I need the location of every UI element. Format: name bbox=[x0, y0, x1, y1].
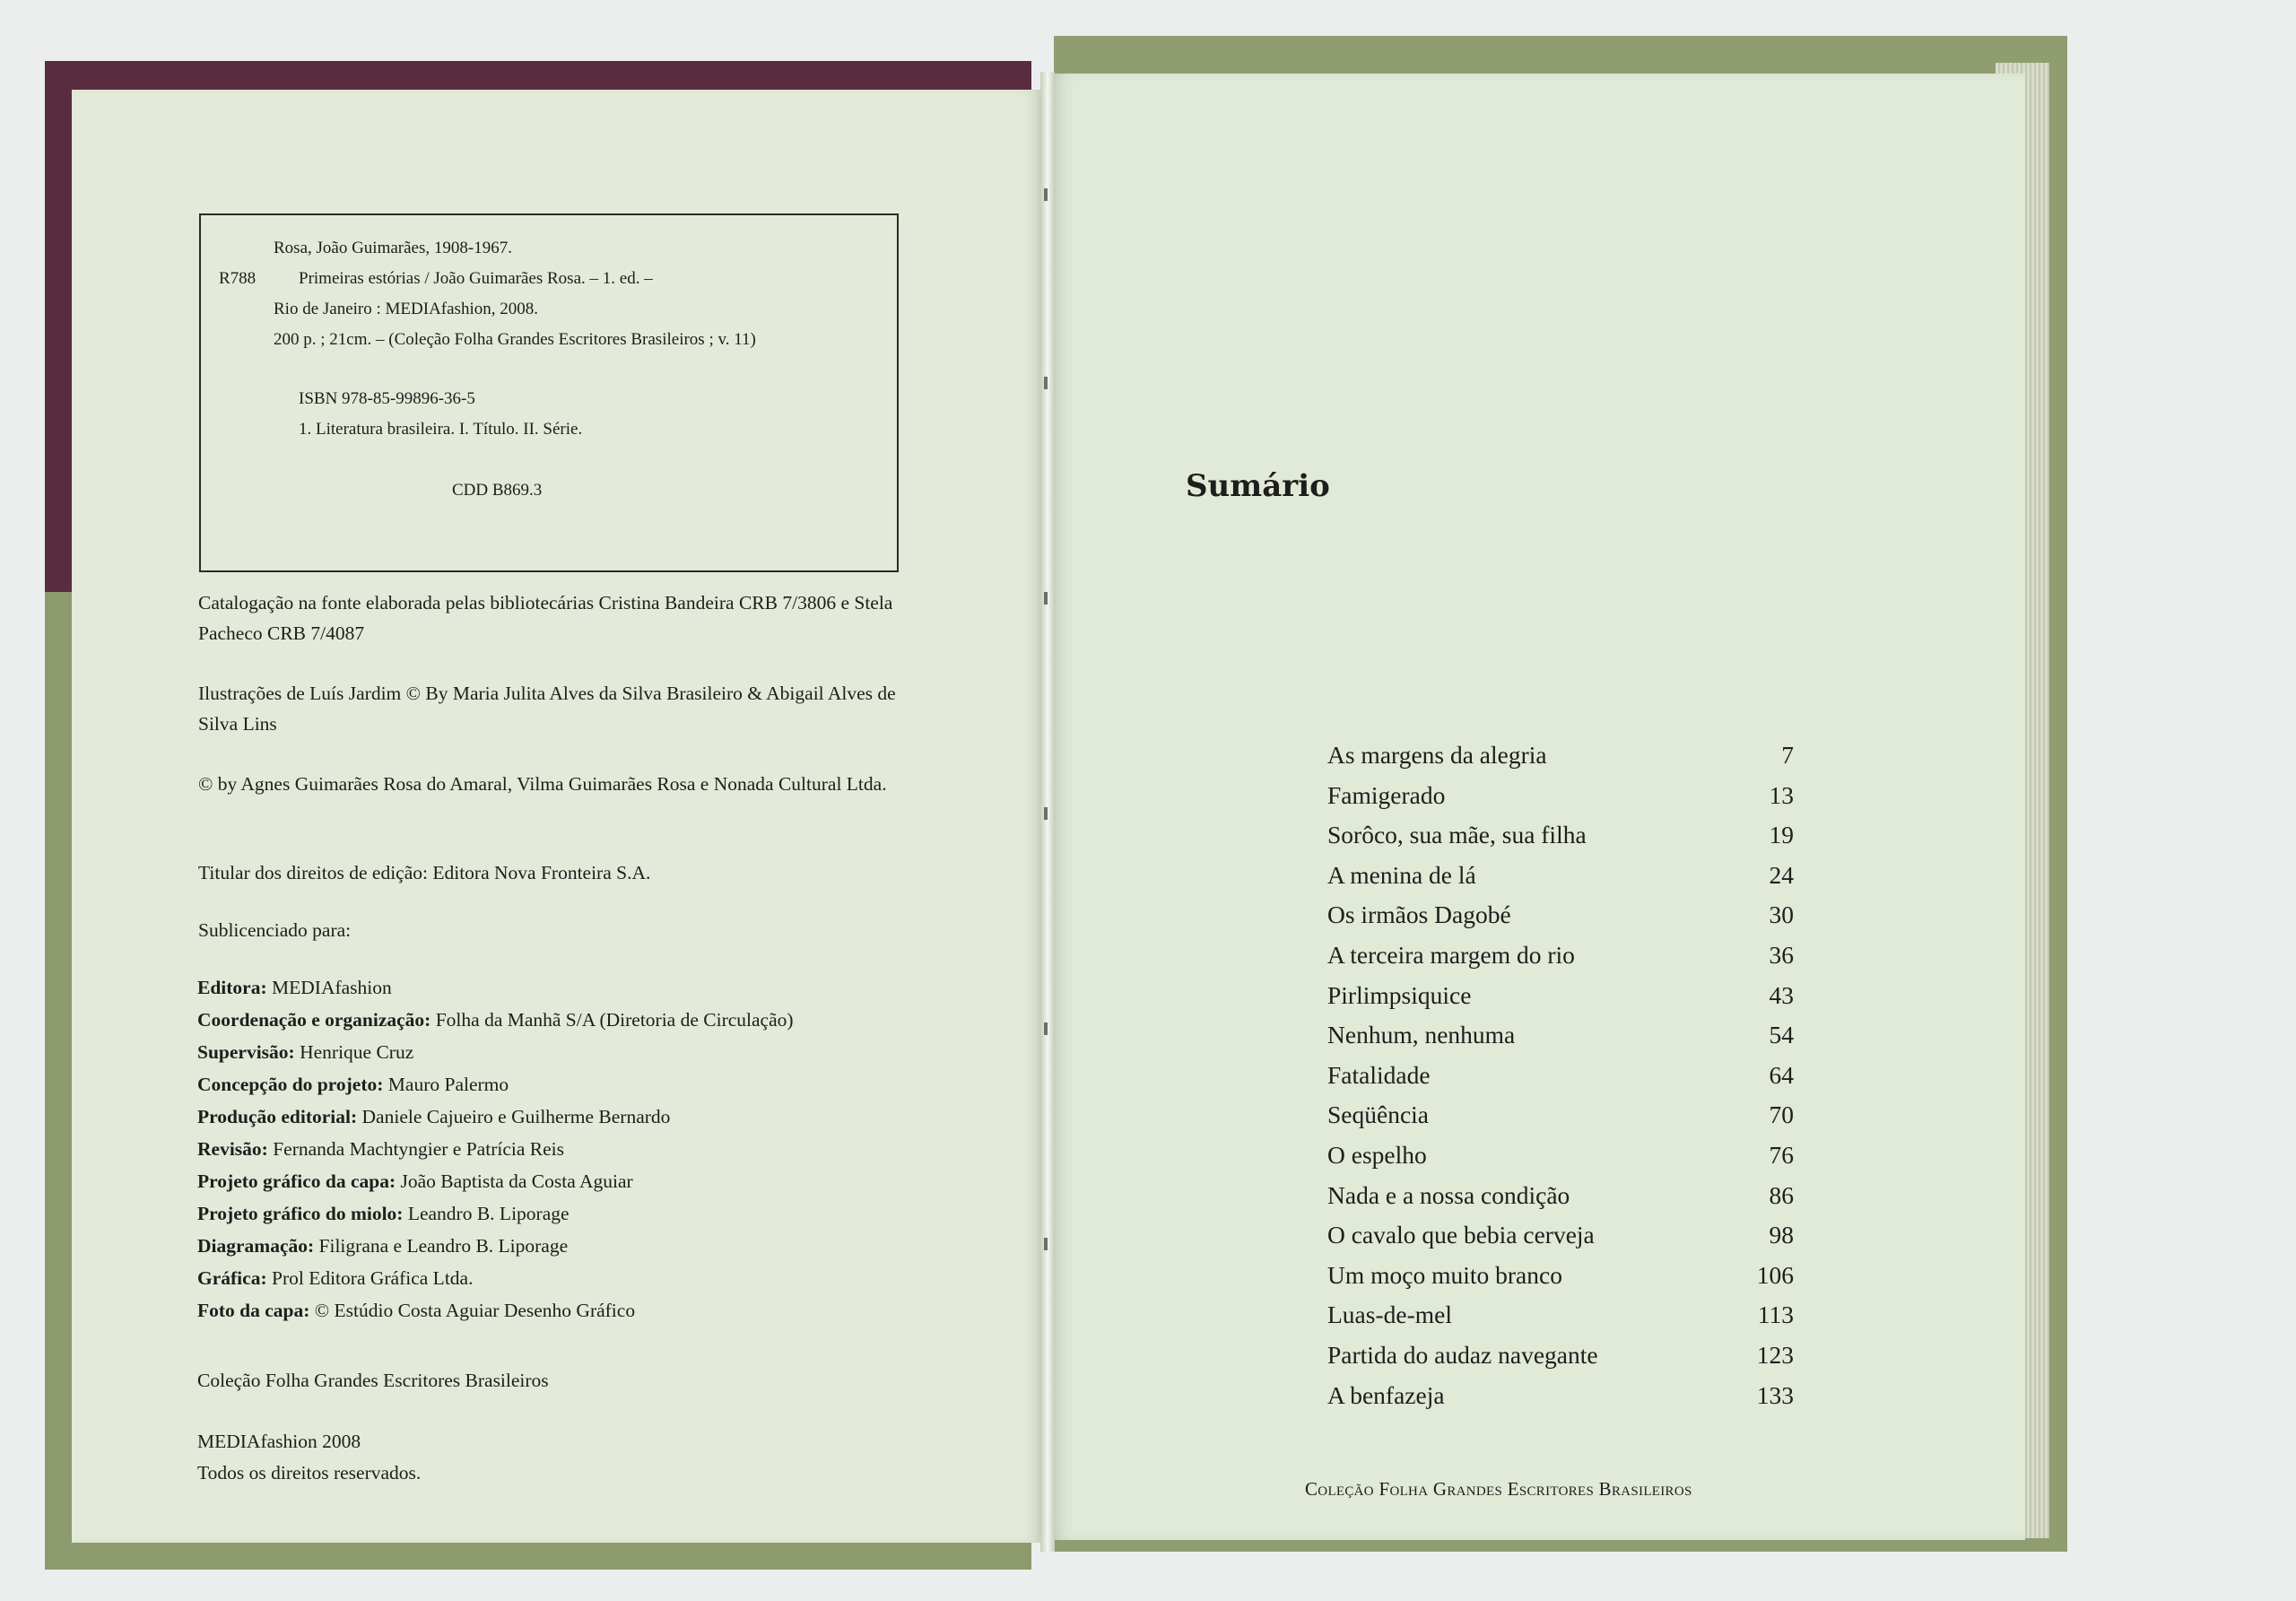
toc-entry-page: 24 bbox=[1769, 860, 1794, 889]
catalog-call-number: R788 bbox=[219, 269, 257, 288]
toc-entry bbox=[1327, 821, 1794, 857]
toc-entry bbox=[1327, 1141, 1794, 1177]
toc-entry bbox=[1327, 1261, 1794, 1297]
toc-entry-page: 123 bbox=[1756, 1341, 1794, 1369]
toc-entry-page: 54 bbox=[1769, 1021, 1794, 1049]
collection-name: Coleção Folha Grandes Escritores Brasileiros bbox=[197, 1370, 549, 1391]
credit-line: Projeto gráfico do miolo: Leandro B. Liporage bbox=[197, 1203, 570, 1224]
credit-line: Concepção do projeto: Mauro Palermo bbox=[197, 1074, 509, 1095]
toc-entry bbox=[1327, 861, 1794, 897]
copyright-notice: © by Agnes Guimarães Rosa do Amaral, Vilma Guimarães Rosa e Nonada Cultural Ltda. bbox=[198, 773, 887, 795]
toc-entry-title: A benfazeja bbox=[1327, 1380, 1445, 1409]
toc-entry bbox=[1327, 901, 1794, 936]
catalog-line: Primeiras estórias / João Guimarães Rosa. – 1. ed. – bbox=[299, 269, 653, 288]
toc-entry bbox=[1327, 1021, 1794, 1057]
toc-entry-page: 70 bbox=[1769, 1101, 1794, 1129]
stitch-mark bbox=[1044, 592, 1048, 605]
credit-line: Gráfica: Prol Editora Gráfica Ltda. bbox=[197, 1267, 474, 1289]
toc-entry-page: 113 bbox=[1757, 1301, 1794, 1329]
toc-entry-title: As margens da alegria bbox=[1327, 741, 1547, 769]
book-gutter bbox=[1040, 72, 1055, 1552]
credit-line: Editora: MEDIAfashion bbox=[197, 977, 392, 998]
toc-entry-page: 19 bbox=[1769, 821, 1794, 849]
toc-entry-title: Os irmãos Dagobé bbox=[1327, 901, 1511, 929]
credit-line: Diagramação: Filigrana e Leandro B. Liporage bbox=[197, 1235, 569, 1257]
toc-entry-page: 106 bbox=[1756, 1260, 1794, 1289]
collection-footer: Coleção Folha Grandes Escritores Brasileiros bbox=[1305, 1478, 1692, 1500]
toc-entry bbox=[1327, 1221, 1794, 1257]
toc-entry bbox=[1327, 1061, 1794, 1097]
toc-entry-title: Famigerado bbox=[1327, 780, 1446, 809]
toc-entry-title: A terceira margem do rio bbox=[1327, 941, 1575, 969]
toc-entry bbox=[1327, 741, 1794, 777]
catalog-line: 200 p. ; 21cm. – (Coleção Folha Grandes Escritores Brasileiros ; v. 11) bbox=[274, 330, 756, 349]
stitch-mark bbox=[1044, 1238, 1048, 1250]
toc-entry bbox=[1327, 1381, 1794, 1417]
toc-entry-page: 76 bbox=[1769, 1141, 1794, 1169]
credit-line: Supervisão: Henrique Cruz bbox=[197, 1041, 414, 1063]
publisher-year: MEDIAfashion 2008 bbox=[197, 1431, 361, 1452]
toc-entry-page: 30 bbox=[1769, 901, 1794, 929]
toc-entry bbox=[1327, 941, 1794, 977]
catalog-line: 1. Literatura brasileira. I. Título. II. Série. bbox=[299, 420, 583, 439]
toc-entry bbox=[1327, 781, 1794, 817]
stitch-mark bbox=[1044, 377, 1048, 389]
cataloging-note: Catalogação na fonte elaborada pelas bibliotecárias Cristina Bandeira CRB 7/3806 e Stela Pacheco CRB 7/4087 bbox=[198, 592, 893, 644]
page-title: Sumário bbox=[1186, 468, 1330, 504]
toc-entry-page: 86 bbox=[1769, 1180, 1794, 1209]
toc-entry-page: 36 bbox=[1769, 941, 1794, 969]
stitch-mark bbox=[1044, 188, 1048, 201]
toc-entry-page: 13 bbox=[1769, 780, 1794, 809]
stitch-mark bbox=[1044, 1022, 1048, 1035]
toc-entry-title: O espelho bbox=[1327, 1141, 1427, 1169]
toc-entry-page: 98 bbox=[1769, 1221, 1794, 1249]
toc-entry bbox=[1327, 981, 1794, 1017]
toc-entry bbox=[1327, 1301, 1794, 1336]
toc-entry-title: Sorôco, sua mãe, sua filha bbox=[1327, 821, 1587, 849]
toc-entry-title: Fatalidade bbox=[1327, 1060, 1431, 1089]
stitch-mark bbox=[1044, 807, 1048, 820]
catalog-line: CDD B869.3 bbox=[452, 481, 543, 500]
catalog-line: ISBN 978-85-99896-36-5 bbox=[299, 389, 475, 408]
toc-entry-title: Pirlimpsiquice bbox=[1327, 980, 1472, 1009]
toc-entry-title: Partida do audaz navegante bbox=[1327, 1341, 1598, 1369]
toc-entry bbox=[1327, 1341, 1794, 1377]
credit-line: Foto da capa: © Estúdio Costa Aguiar Desenho Gráfico bbox=[197, 1300, 636, 1321]
rights-reserved: Todos os direitos reservados. bbox=[197, 1462, 422, 1484]
catalog-line: Rosa, João Guimarães, 1908-1967. bbox=[274, 239, 512, 257]
toc-entry-title: Um moço muito branco bbox=[1327, 1260, 1562, 1289]
credit-line: Coordenação e organização: Folha da Manhã S/A (Diretoria de Circulação) bbox=[197, 1009, 794, 1031]
toc-entry-title: Nenhum, nenhuma bbox=[1327, 1021, 1516, 1049]
toc-entry-title: Seqüência bbox=[1327, 1101, 1430, 1129]
toc-entry-title: A menina de lá bbox=[1327, 860, 1476, 889]
toc-entry bbox=[1327, 1181, 1794, 1217]
toc-entry-title: Nada e a nossa condição bbox=[1327, 1180, 1570, 1209]
credit-line: Produção editorial: Daniele Cajueiro e Guilherme Bernardo bbox=[197, 1106, 671, 1127]
toc-entry-title: O cavalo que bebia cerveja bbox=[1327, 1221, 1595, 1249]
credit-line: Projeto gráfico da capa: João Baptista da Costa Aguiar bbox=[197, 1170, 633, 1192]
rights-holder: Titular dos direitos de edição: Editora Nova Fronteira S.A. bbox=[198, 862, 651, 883]
toc-entry-page: 133 bbox=[1756, 1380, 1794, 1409]
toc-entry-page: 7 bbox=[1781, 741, 1794, 769]
sublicensed-label: Sublicenciado para: bbox=[198, 919, 352, 941]
toc-entry-page: 64 bbox=[1769, 1060, 1794, 1089]
toc-entry-page: 43 bbox=[1769, 980, 1794, 1009]
illustrations-credit: Ilustrações de Luís Jardim © By Maria Julita Alves da Silva Brasileiro & Abigail Alves de Silva Lins bbox=[198, 683, 896, 735]
toc-entry-title: Luas-de-mel bbox=[1327, 1301, 1452, 1329]
toc-entry bbox=[1327, 1101, 1794, 1136]
credit-line: Revisão: Fernanda Machtyngier e Patrícia Reis bbox=[197, 1138, 564, 1160]
catalog-line: Rio de Janeiro : MEDIAfashion, 2008. bbox=[274, 300, 538, 318]
